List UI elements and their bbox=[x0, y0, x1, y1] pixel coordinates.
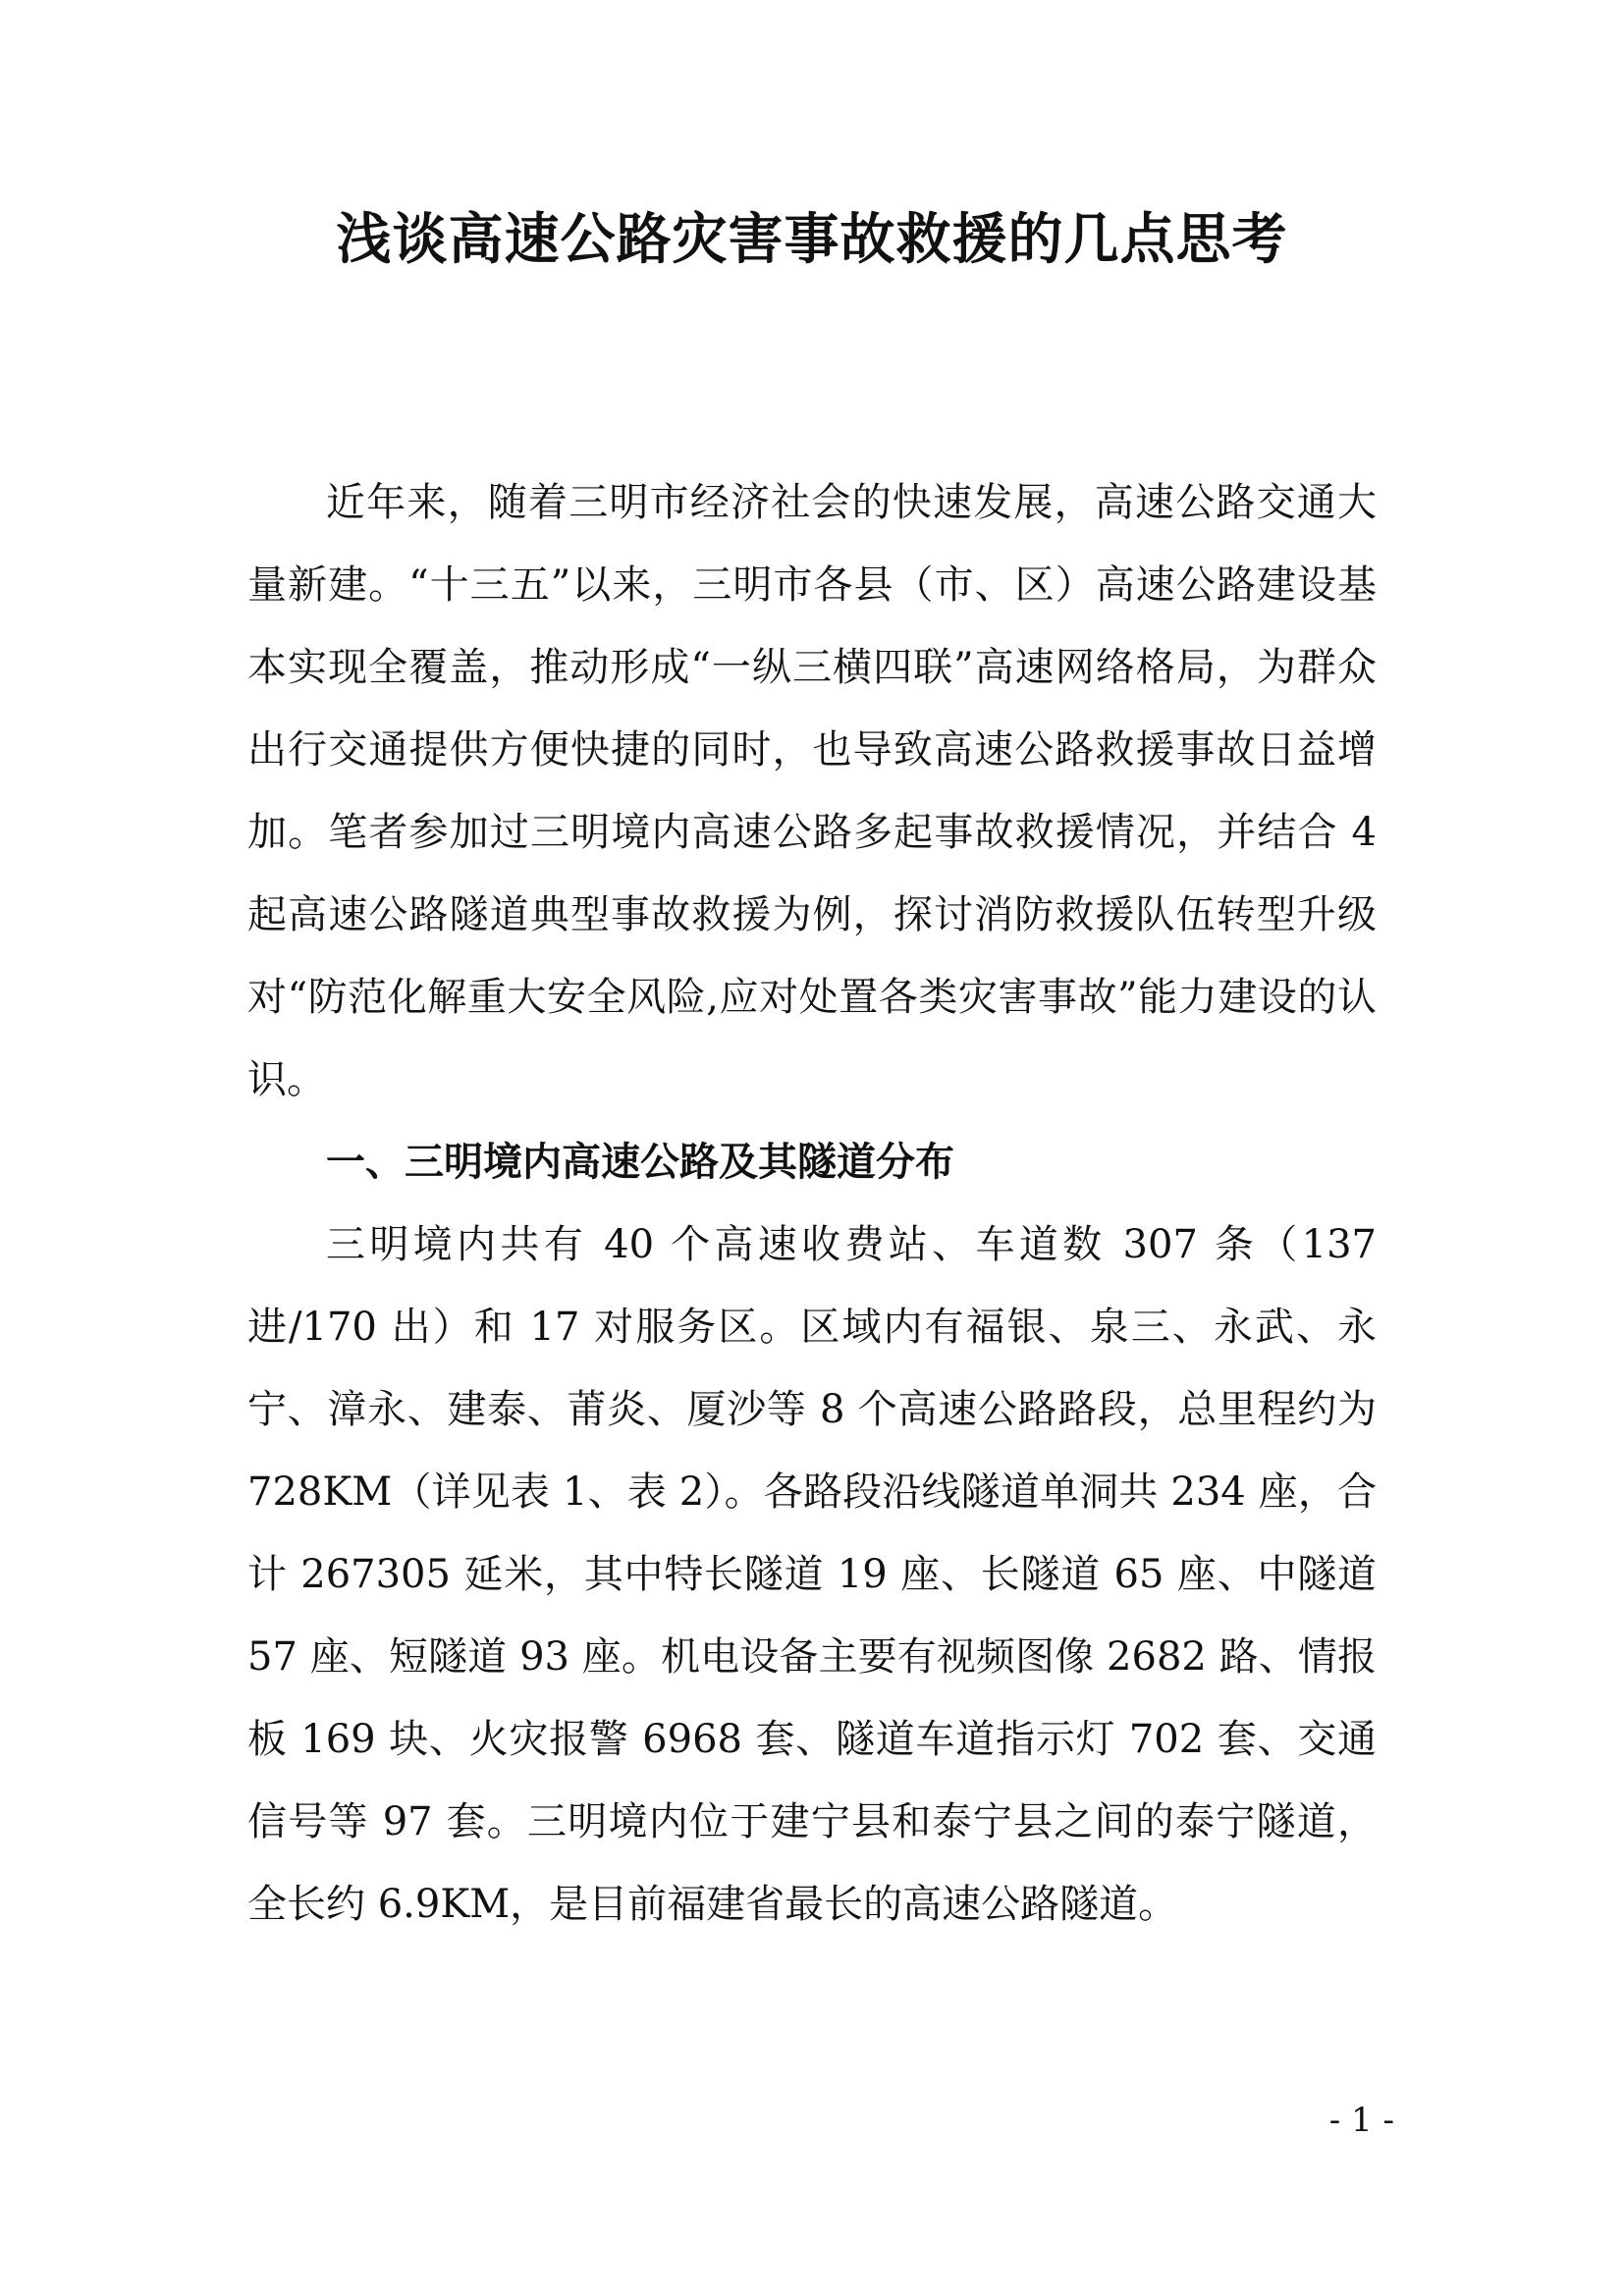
document-title: 浅谈高速公路灾害事故救援的几点思考 bbox=[336, 208, 1288, 272]
page-number: - 1 - bbox=[1328, 2101, 1394, 2140]
section-heading: 一、三明境内高速公路及其隧道分布 bbox=[326, 1140, 954, 1185]
document-body bbox=[247, 461, 1377, 1946]
intro-paragraph: 近年来，随着三明市经济社会的快速发展，高速公路交通大量新建。“十三五”以来，三明市各县（市、区）高速公路建设基本实现全覆盖，推动形成“一纵三横四联”高速网络格局，为群众出行交通提供方便快捷的同时，也导致高速公路救援事故日益增加。笔者参加过三明境内高速公路多起事故救援情况，并结合 4 起高速公路隧道典型事故救援为例，探讨消防救援队伍转型升级对“防范化解重大安全风险,应对处置各类灾害事故”能力建设的认识。 bbox=[247, 480, 1377, 1102]
section-paragraph: 三明境内共有 40 个高速收费站、车道数 307 条（137 进/170 出）和 17 对服务区。区域内有福银、泉三、永武、永宁、漳永、建泰、莆炎、厦沙等 8 个高速公路路段，总里程约为 728KM（详见表 1、表 2）。各路段沿线隧道单洞共 234 座，合计 267305 延米，其中特长隧道 19 座、长隧道 65 座、中隧道 57 座、短隧道 93 座。机电设备主要有视频图像 2682 路、情报板 169 块、火灾报警 6968 套、隧道车道指示灯 702 套、交通信号等 97 套。三明境内位于建宁县和泰宁县之间的泰宁隧道，全长约 6.9KM，是目前福建省最长的高速公路隧道。 bbox=[247, 1222, 1377, 1927]
